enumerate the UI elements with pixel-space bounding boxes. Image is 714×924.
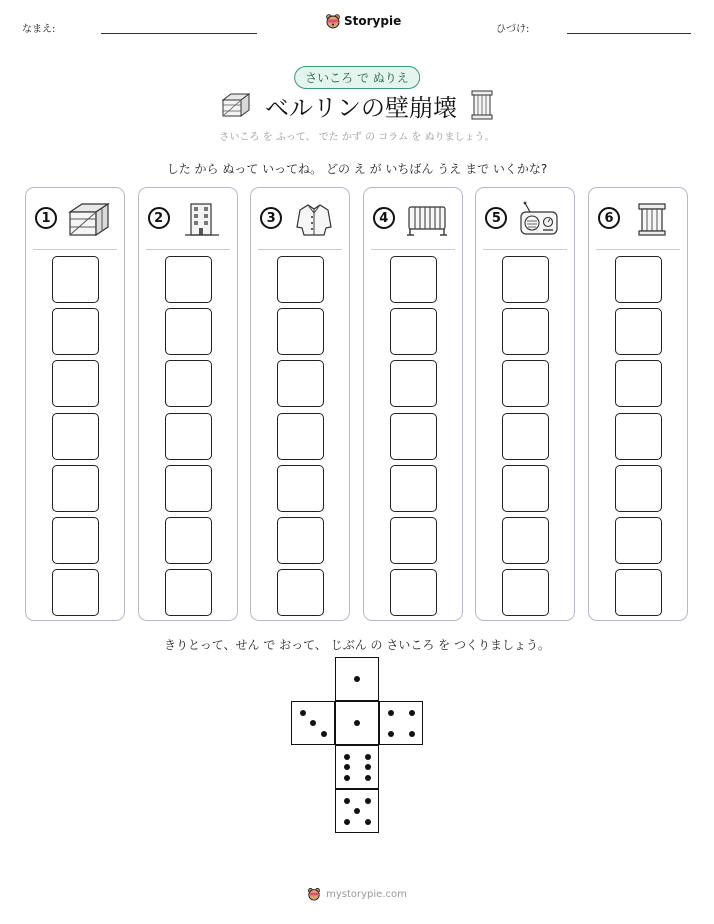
coloring-box[interactable] <box>52 517 99 564</box>
coloring-box[interactable] <box>52 256 99 303</box>
coloring-box[interactable] <box>615 569 662 616</box>
coloring-box[interactable] <box>165 517 212 564</box>
coloring-box[interactable] <box>615 256 662 303</box>
coloring-box[interactable] <box>52 465 99 512</box>
dice-pip <box>354 720 360 726</box>
dice-column-2 <box>138 187 238 621</box>
dice-face-6 <box>335 745 379 789</box>
coloring-box[interactable] <box>390 569 437 616</box>
coloring-box[interactable] <box>390 517 437 564</box>
coloring-instruction: した から ぬって いってね。 どの え が いちばん うえ まで いくかな? <box>166 162 548 176</box>
coloring-box[interactable] <box>277 465 324 512</box>
column-header <box>589 188 687 250</box>
column-divider <box>146 249 230 250</box>
dice-pip <box>388 710 394 716</box>
column-divider <box>596 249 680 250</box>
column-divider <box>33 249 117 250</box>
coloring-box[interactable] <box>165 256 212 303</box>
dice-pip <box>344 764 350 770</box>
coloring-box[interactable] <box>52 360 99 407</box>
coloring-box[interactable] <box>615 308 662 355</box>
dice-pip <box>409 710 415 716</box>
dice-pip <box>344 754 350 760</box>
coloring-box[interactable] <box>52 413 99 460</box>
name-label: なまえ: <box>22 24 56 35</box>
dice-column-5 <box>475 187 575 621</box>
coloring-box[interactable] <box>615 413 662 460</box>
date-label: ひづけ: <box>496 24 530 35</box>
coloring-box[interactable] <box>615 517 662 564</box>
coloring-box[interactable] <box>502 308 549 355</box>
brand-logo <box>325 13 401 29</box>
dice-face-4 <box>379 701 423 745</box>
coloring-box[interactable] <box>165 413 212 460</box>
dice-pip <box>365 775 371 781</box>
coloring-box[interactable] <box>277 413 324 460</box>
dice-pip <box>365 798 371 804</box>
column-header <box>476 188 574 250</box>
column-icon <box>631 201 673 237</box>
coloring-box[interactable] <box>277 360 324 407</box>
dice-pip <box>354 676 360 682</box>
dice-pip <box>409 731 415 737</box>
coloring-box[interactable] <box>165 308 212 355</box>
coat-icon <box>293 201 335 237</box>
dice-face-3 <box>291 701 335 745</box>
coloring-box[interactable] <box>390 413 437 460</box>
coloring-box[interactable] <box>277 517 324 564</box>
coloring-box[interactable] <box>390 308 437 355</box>
coloring-box[interactable] <box>165 465 212 512</box>
dice-pip <box>344 798 350 804</box>
coloring-box[interactable] <box>502 569 549 616</box>
bear-icon <box>307 887 321 901</box>
column-divider <box>483 249 567 250</box>
footer-url: mystorypie.com <box>326 888 407 900</box>
column-header <box>364 188 462 250</box>
column-number: 6 <box>598 207 620 229</box>
column-header <box>26 188 124 250</box>
coloring-box[interactable] <box>165 569 212 616</box>
dice-pip <box>310 720 316 726</box>
dice-pip <box>388 731 394 737</box>
date-line[interactable] <box>567 33 691 34</box>
dice-pip <box>321 731 327 737</box>
coloring-box[interactable] <box>502 413 549 460</box>
column-number: 1 <box>35 207 57 229</box>
dice-pip <box>344 819 350 825</box>
dice-pip <box>365 819 371 825</box>
column-number: 3 <box>260 207 282 229</box>
coloring-box[interactable] <box>390 465 437 512</box>
coloring-box[interactable] <box>615 360 662 407</box>
coloring-box[interactable] <box>502 360 549 407</box>
coloring-box[interactable] <box>277 569 324 616</box>
coloring-box[interactable] <box>502 517 549 564</box>
coloring-box[interactable] <box>165 360 212 407</box>
dice-face-1 <box>335 657 379 701</box>
column-number: 5 <box>485 207 507 229</box>
building-icon <box>181 201 223 237</box>
activity-badge: さいころ で ぬりえ <box>294 66 420 89</box>
footer <box>0 887 714 901</box>
dice-column-6 <box>588 187 688 621</box>
column-divider <box>258 249 342 250</box>
column-number: 4 <box>373 207 395 229</box>
barrier-icon <box>406 201 448 237</box>
coloring-box[interactable] <box>615 465 662 512</box>
dice-column-1 <box>25 187 125 621</box>
title-row <box>0 88 714 122</box>
coloring-box[interactable] <box>502 256 549 303</box>
column-header <box>139 188 237 250</box>
coloring-box[interactable] <box>277 308 324 355</box>
bear-icon <box>325 13 341 29</box>
coloring-box[interactable] <box>277 256 324 303</box>
dice-column-3 <box>250 187 350 621</box>
coloring-box[interactable] <box>390 360 437 407</box>
dice-face-5 <box>335 789 379 833</box>
coloring-box[interactable] <box>52 308 99 355</box>
crate-icon <box>221 92 251 118</box>
page-title: ベルリンの壁崩壊 <box>265 93 457 122</box>
coloring-box[interactable] <box>390 256 437 303</box>
dice-column-4 <box>363 187 463 621</box>
radio-icon <box>518 201 560 237</box>
crate-icon <box>68 201 110 237</box>
dice-face-1 <box>335 701 379 745</box>
name-line[interactable] <box>101 33 257 34</box>
page-subtitle: さいころ を ふって、 でた かず の コラム を ぬりましょう。 <box>219 132 495 143</box>
column-divider <box>371 249 455 250</box>
dice-pip <box>300 710 306 716</box>
dice-pip <box>365 764 371 770</box>
dice-pip <box>344 775 350 781</box>
column-header <box>251 188 349 250</box>
coloring-box[interactable] <box>52 569 99 616</box>
dice-pip <box>365 754 371 760</box>
coloring-box[interactable] <box>502 465 549 512</box>
cut-instruction: きりとって、せん で おって、 じぶん の さいころ を つくりましょう。 <box>164 638 550 652</box>
column-icon <box>471 90 493 120</box>
column-number: 2 <box>148 207 170 229</box>
dice-pip <box>354 808 360 814</box>
brand-name: Storypie <box>344 14 402 28</box>
